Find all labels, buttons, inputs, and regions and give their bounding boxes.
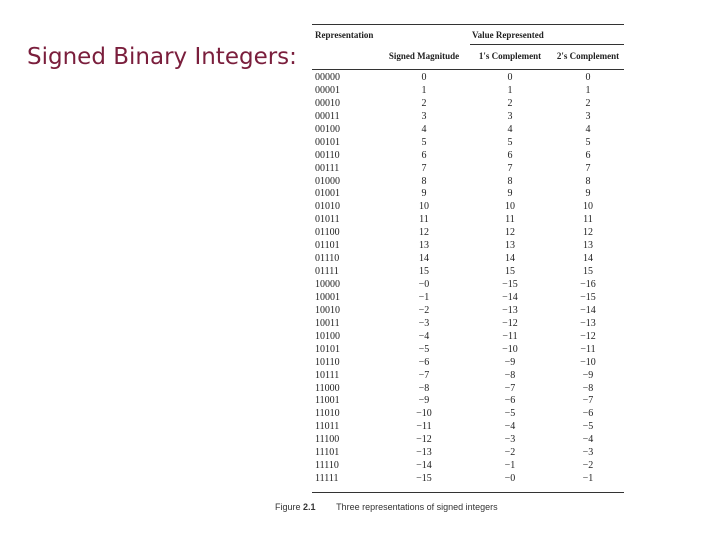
cell-ones-complement: 1 — [507, 84, 513, 96]
cell-signed-magnitude: 1 — [421, 84, 427, 96]
table-row — [312, 266, 624, 279]
cell-representation: 00000 — [315, 72, 340, 83]
table-row — [312, 421, 624, 434]
cell-signed-magnitude: −11 — [416, 421, 432, 433]
slide-title: Signed Binary Integers: — [27, 44, 297, 70]
table-row — [312, 188, 624, 201]
table-row — [312, 150, 624, 163]
cell-twos-complement: −9 — [582, 369, 594, 381]
cell-ones-complement: 11 — [505, 214, 515, 226]
cell-signed-magnitude: −15 — [416, 473, 432, 485]
cell-representation: 11100 — [315, 434, 340, 446]
table-row — [312, 85, 624, 98]
cell-twos-complement: 11 — [583, 214, 593, 226]
cell-representation: 00100 — [315, 123, 340, 135]
cell-twos-complement: −12 — [580, 330, 596, 342]
cell-signed-magnitude: −5 — [418, 343, 430, 355]
table-row — [312, 227, 624, 240]
cell-twos-complement: 3 — [585, 110, 591, 122]
cell-twos-complement: 6 — [585, 149, 591, 161]
cell-representation: 01101 — [315, 240, 340, 252]
cell-representation: 11111 — [315, 473, 339, 485]
cell-ones-complement: −7 — [504, 382, 516, 394]
signed-integers-table — [312, 24, 624, 486]
cell-twos-complement: −2 — [582, 460, 594, 472]
table-row — [312, 318, 624, 331]
cell-twos-complement: 4 — [585, 123, 591, 135]
cell-twos-complement: 13 — [583, 240, 593, 252]
cell-representation: 00001 — [315, 84, 340, 96]
cell-representation: 01000 — [315, 175, 340, 187]
table-bottom-rule — [312, 492, 624, 493]
cell-signed-magnitude: 12 — [419, 227, 429, 239]
cell-twos-complement: −5 — [582, 421, 594, 433]
cell-ones-complement: −5 — [504, 408, 516, 420]
cell-ones-complement: −14 — [502, 291, 518, 303]
table-row — [312, 98, 624, 111]
header-twos-complement: 2's Complement — [556, 51, 620, 61]
table-row — [312, 279, 624, 292]
cell-twos-complement: 1 — [585, 84, 591, 96]
cell-representation: 11101 — [315, 447, 340, 459]
cell-signed-magnitude: 7 — [421, 162, 427, 174]
table-row — [312, 176, 624, 189]
cell-twos-complement: 9 — [585, 188, 591, 200]
cell-twos-complement: −14 — [580, 304, 596, 316]
table-row — [312, 201, 624, 214]
cell-ones-complement: 9 — [507, 188, 513, 200]
table-row — [312, 447, 624, 460]
cell-ones-complement: 7 — [507, 162, 513, 174]
cell-twos-complement: 0 — [585, 72, 591, 83]
cell-signed-magnitude: −14 — [416, 460, 432, 472]
cell-representation: 11001 — [315, 395, 340, 407]
cell-twos-complement: 5 — [585, 136, 591, 148]
cell-representation: 00010 — [315, 97, 340, 109]
cell-signed-magnitude: −1 — [418, 291, 430, 303]
cell-signed-magnitude: −13 — [416, 447, 432, 459]
cell-twos-complement: −3 — [582, 447, 594, 459]
cell-twos-complement: 14 — [583, 253, 593, 265]
table-row — [312, 163, 624, 176]
table-row — [312, 240, 624, 253]
cell-signed-magnitude: 15 — [419, 266, 429, 278]
cell-twos-complement: −11 — [580, 343, 596, 355]
cell-representation: 11010 — [315, 408, 340, 420]
cell-signed-magnitude: −0 — [418, 279, 430, 290]
cell-twos-complement: 15 — [583, 266, 593, 278]
cell-ones-complement: −4 — [504, 421, 516, 433]
cell-representation: 01100 — [315, 227, 340, 239]
table-body — [312, 70, 624, 486]
cell-signed-magnitude: 0 — [421, 72, 427, 83]
cell-twos-complement: 10 — [583, 201, 593, 213]
cell-signed-magnitude: −12 — [416, 434, 432, 446]
cell-signed-magnitude: 11 — [419, 214, 429, 226]
cell-ones-complement: 14 — [505, 253, 515, 265]
cell-representation: 01110 — [315, 253, 340, 265]
cell-signed-magnitude: 9 — [421, 188, 427, 200]
cell-ones-complement: −3 — [504, 434, 516, 446]
cell-ones-complement: 12 — [505, 227, 515, 239]
figure-caption-text: Three representations of signed integers — [336, 502, 498, 512]
cell-signed-magnitude: 3 — [421, 110, 427, 122]
cell-representation: 10110 — [315, 356, 340, 368]
table-row — [312, 331, 624, 344]
cell-representation: 01011 — [315, 214, 340, 226]
cell-signed-magnitude: 14 — [419, 253, 429, 265]
cell-ones-complement: 13 — [505, 240, 515, 252]
table-row — [312, 137, 624, 150]
table-row — [312, 473, 624, 486]
cell-representation: 10000 — [315, 279, 340, 290]
cell-twos-complement: −6 — [582, 408, 594, 420]
cell-ones-complement: −15 — [502, 279, 518, 290]
cell-signed-magnitude: −10 — [416, 408, 432, 420]
cell-ones-complement: 6 — [507, 149, 513, 161]
cell-ones-complement: 2 — [507, 97, 513, 109]
cell-twos-complement: 7 — [585, 162, 591, 174]
table-row — [312, 370, 624, 383]
cell-twos-complement: −16 — [580, 279, 596, 290]
cell-representation: 11011 — [315, 421, 340, 433]
header-value-represented: Value Represented — [472, 30, 544, 40]
cell-signed-magnitude: 8 — [421, 175, 427, 187]
cell-ones-complement: −1 — [504, 460, 516, 472]
cell-twos-complement: −1 — [582, 473, 594, 485]
cell-signed-magnitude: 10 — [419, 201, 429, 213]
cell-twos-complement: 8 — [585, 175, 591, 187]
header-ones-complement: 1's Complement — [478, 51, 542, 61]
cell-representation: 00011 — [315, 110, 340, 122]
cell-representation: 10111 — [315, 369, 340, 381]
table-row — [312, 434, 624, 447]
figure-label: Figure — [275, 502, 301, 512]
cell-ones-complement: −8 — [504, 369, 516, 381]
cell-ones-complement: −12 — [502, 317, 518, 329]
cell-representation: 00110 — [315, 149, 340, 161]
cell-signed-magnitude: −7 — [418, 369, 430, 381]
table-row — [312, 357, 624, 370]
cell-ones-complement: 0 — [507, 72, 513, 83]
table-row — [312, 214, 624, 227]
cell-representation: 10101 — [315, 343, 340, 355]
cell-ones-complement: −2 — [504, 447, 516, 459]
cell-twos-complement: −13 — [580, 317, 596, 329]
header-representation: Representation — [315, 30, 374, 40]
cell-representation: 01111 — [315, 266, 339, 278]
cell-signed-magnitude: 2 — [421, 97, 427, 109]
header-signed-magnitude: Signed Magnitude — [388, 51, 460, 61]
cell-signed-magnitude: −4 — [418, 330, 430, 342]
table-row — [312, 408, 624, 421]
figure-number: 2.1 — [303, 502, 316, 512]
cell-representation: 01001 — [315, 188, 340, 200]
cell-representation: 11000 — [315, 382, 340, 394]
cell-signed-magnitude: −8 — [418, 382, 430, 394]
cell-representation: 10100 — [315, 330, 340, 342]
cell-signed-magnitude: 6 — [421, 149, 427, 161]
table-row — [312, 253, 624, 266]
cell-ones-complement: 3 — [507, 110, 513, 122]
table-row — [312, 383, 624, 396]
table-row — [312, 305, 624, 318]
cell-ones-complement: −10 — [502, 343, 518, 355]
cell-ones-complement: −9 — [504, 356, 516, 368]
cell-signed-magnitude: 5 — [421, 136, 427, 148]
cell-ones-complement: −6 — [504, 395, 516, 407]
cell-signed-magnitude: −9 — [418, 395, 430, 407]
cell-signed-magnitude: 13 — [419, 240, 429, 252]
cell-representation: 10011 — [315, 317, 340, 329]
cell-representation: 10001 — [315, 291, 340, 303]
cell-representation: 00101 — [315, 136, 340, 148]
cell-twos-complement: −4 — [582, 434, 594, 446]
cell-signed-magnitude: −3 — [418, 317, 430, 329]
cell-representation: 10010 — [315, 304, 340, 316]
table-row — [312, 292, 624, 305]
cell-twos-complement: −7 — [582, 395, 594, 407]
cell-representation: 11110 — [315, 460, 339, 472]
cell-ones-complement: −11 — [502, 330, 518, 342]
table-row — [312, 344, 624, 357]
cell-representation: 00111 — [315, 162, 340, 174]
table-row — [312, 124, 624, 137]
table-row — [312, 460, 624, 473]
cell-ones-complement: 8 — [507, 175, 513, 187]
cell-signed-magnitude: −2 — [418, 304, 430, 316]
figure-caption — [275, 502, 498, 512]
cell-ones-complement: 15 — [505, 266, 515, 278]
cell-ones-complement: 10 — [505, 201, 515, 213]
cell-ones-complement: 4 — [507, 123, 513, 135]
cell-signed-magnitude: 4 — [421, 123, 427, 135]
table-header-group-row — [312, 25, 624, 44]
cell-twos-complement: 12 — [583, 227, 593, 239]
table-row — [312, 72, 624, 85]
cell-twos-complement: −8 — [582, 382, 594, 394]
cell-ones-complement: −13 — [502, 304, 518, 316]
cell-twos-complement: −10 — [580, 356, 596, 368]
cell-signed-magnitude: −6 — [418, 356, 430, 368]
cell-ones-complement: 5 — [507, 136, 513, 148]
table-row — [312, 395, 624, 408]
cell-ones-complement: −0 — [504, 473, 516, 485]
cell-twos-complement: −15 — [580, 291, 596, 303]
table-row — [312, 111, 624, 124]
cell-representation: 01010 — [315, 201, 340, 213]
table-header-row — [312, 44, 624, 69]
cell-twos-complement: 2 — [585, 97, 591, 109]
